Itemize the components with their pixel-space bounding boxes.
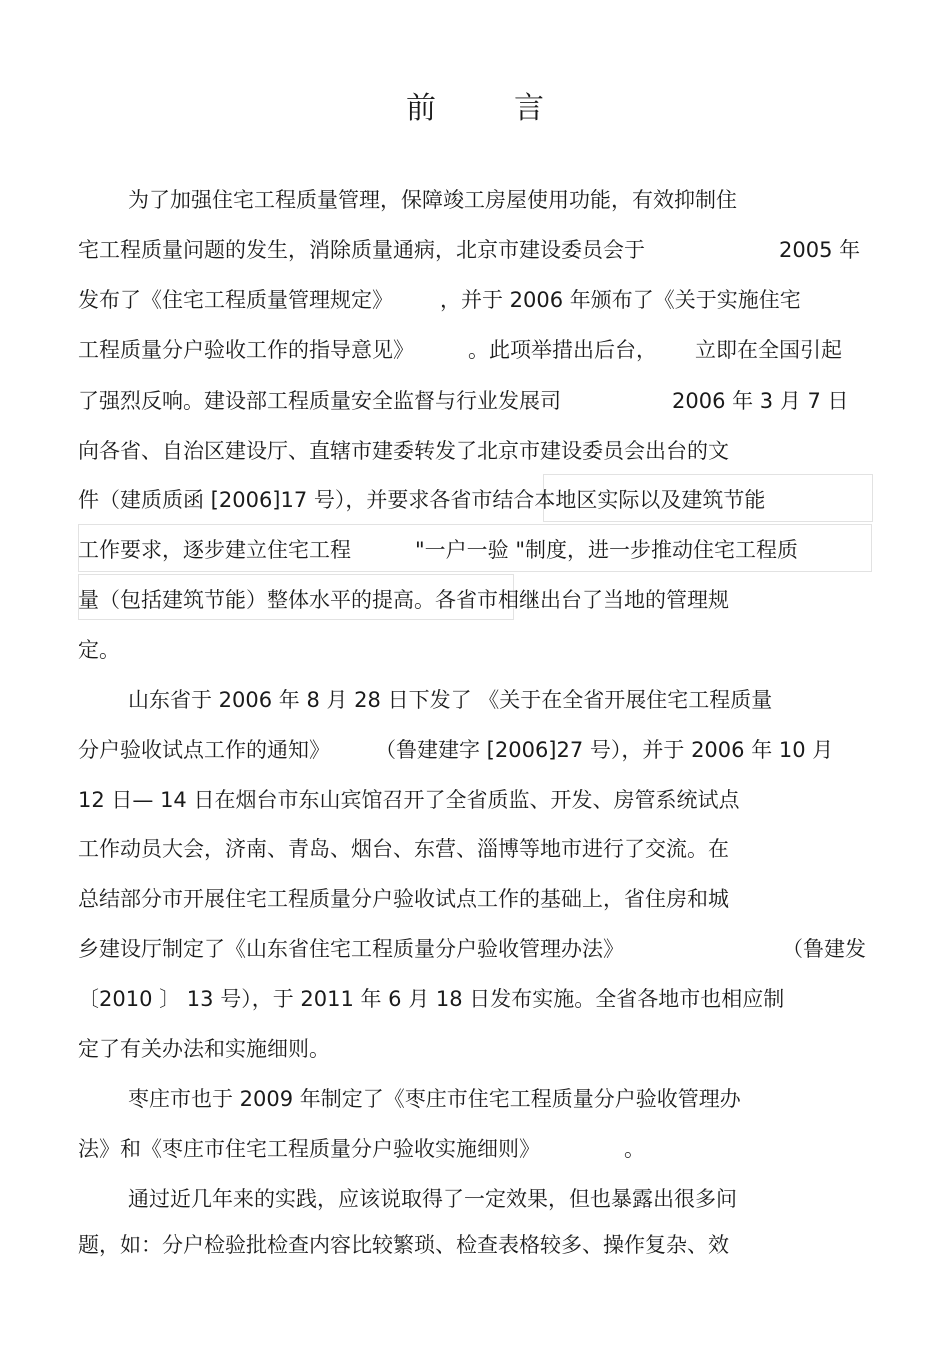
text-line: 量（包括建筑节能）整体水平的提高。各省市相继出台了当地的管理规: [78, 588, 729, 612]
text-line: 总结部分市开展住宅工程质量分户验收试点工作的基础上，省住房和城: [78, 887, 729, 911]
text-line: 工作动员大会，济南、青岛、烟台、东营、淄博等地市进行了交流。在: [78, 837, 729, 861]
text-line: 枣庄市也于 2009 年制定了《枣庄市住宅工程质量分户验收管理办: [128, 1087, 741, 1111]
title-char-2: 言: [514, 91, 544, 126]
text-line-right: 。: [624, 1137, 645, 1161]
text-line: 分户验收试点工作的通知》: [78, 738, 330, 762]
text-line-mid: "一户一验 "制度，进一步推动住宅工程质: [415, 538, 798, 562]
text-line: 宅工程质量问题的发生，消除质量通病，北京市建设委员会于: [78, 238, 645, 262]
text-line: 山东省于 2006 年 8 月 28 日下发了 《关于在全省开展住宅工程质量: [128, 688, 773, 712]
text-line-right: （鲁建建字 [2006]27 号），并于 2006 年 10 月: [375, 738, 834, 762]
text-line: 〔2010 〕 13 号），于 2011 年 6 月 18 日发布实施。全省各地市也相应制: [78, 987, 785, 1011]
text-line: 件（建质质函 [2006]17 号），并要求各省市结合本地区实际以及建筑节能: [78, 488, 766, 512]
text-line-mid: 。此项举措出后台，: [468, 338, 657, 362]
text-line-right: 2005 年: [779, 238, 861, 262]
text-line: 工作要求，逐步建立住宅工程: [78, 538, 351, 562]
text-line: 乡建设厅制定了《山东省住宅工程质量分户验收管理办法》: [78, 937, 624, 961]
text-line: 定。: [78, 638, 120, 662]
text-line: 为了加强住宅工程质量管理，保障竣工房屋使用功能，有效抑制住: [128, 188, 737, 212]
text-line: 题，如：分户检验批检查内容比较繁琐、检查表格较多、操作复杂、效: [78, 1233, 729, 1257]
text-line: 定了有关办法和实施细则。: [78, 1037, 330, 1061]
text-line-right: （鲁建发: [782, 937, 866, 961]
text-line: 了强烈反响。建设部工程质量安全监督与行业发展司: [78, 389, 561, 413]
text-line: 发布了《住宅工程质量管理规定》: [78, 288, 393, 312]
title-char-1: 前: [406, 91, 436, 126]
text-line: 12 日— 14 日在烟台市东山宾馆召开了全省质监、开发、房管系统试点: [78, 788, 740, 812]
text-line: 工程质量分户验收工作的指导意见》: [78, 338, 414, 362]
text-line: 向各省、自治区建设厅、直辖市建委转发了北京市建设委员会出台的文: [78, 439, 729, 463]
text-line: 法》和《枣庄市住宅工程质量分户验收实施细则》: [78, 1137, 540, 1161]
page-title: [0, 84, 950, 134]
text-line-mid: ，并于 2006 年颁布了《关于实施住宅: [440, 288, 801, 312]
text-line: 通过近几年来的实践，应该说取得了一定效果，但也暴露出很多问: [128, 1187, 737, 1211]
text-line-right: 2006 年 3 月 7 日: [672, 389, 849, 413]
text-line-right: 立即在全国引起: [695, 338, 842, 362]
